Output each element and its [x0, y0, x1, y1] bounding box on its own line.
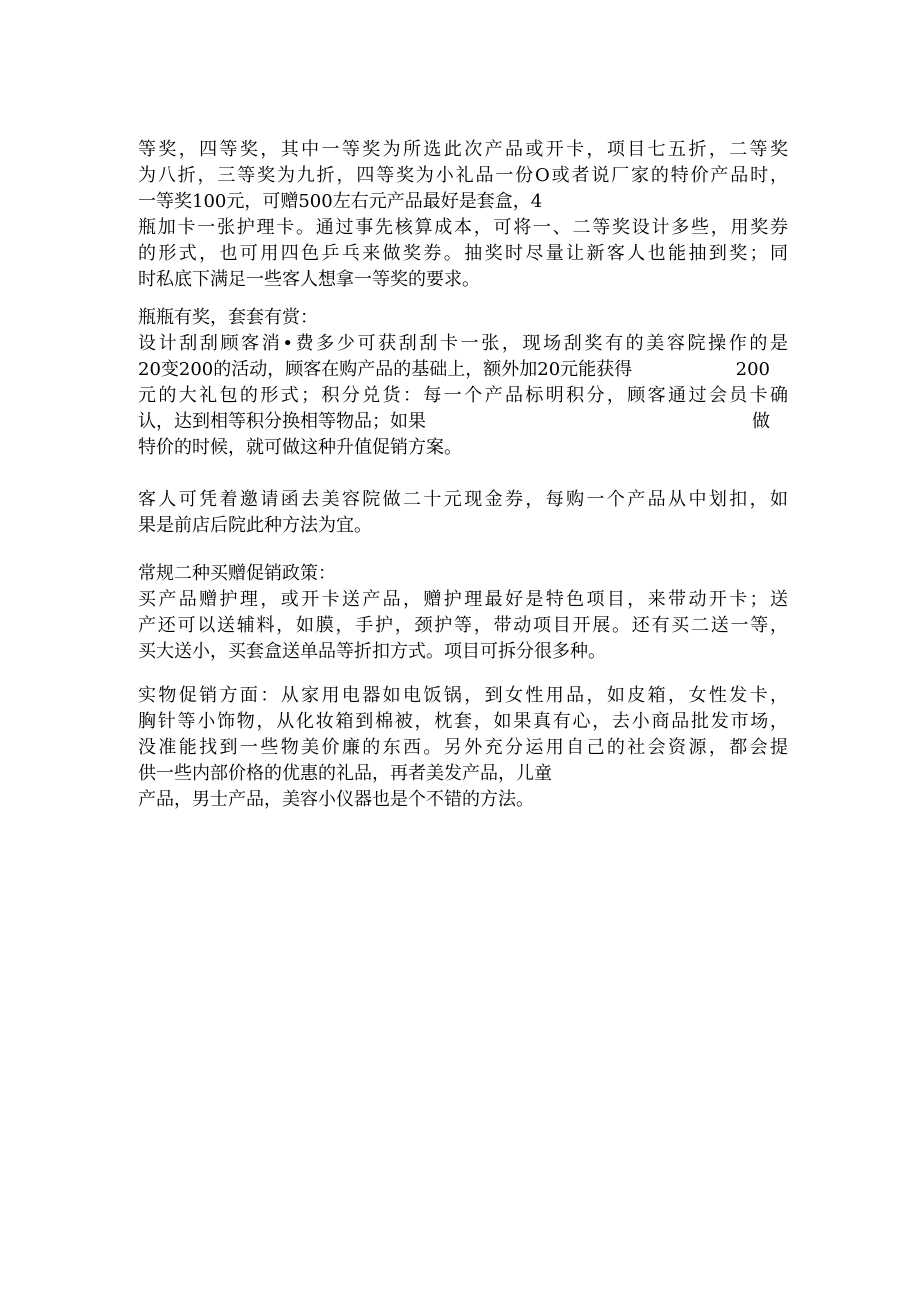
- text-line-right: 做: [752, 411, 770, 432]
- text-line: 买大送小，买套盒送单品等折扣方式。项目可拆分很多种。: [138, 641, 606, 662]
- section-heading: 瓶瓶有奖，套套有赏：: [138, 307, 318, 328]
- paragraph-prize-tiers: [138, 137, 788, 293]
- text-line: 没准能找到一些物美价廉的东西。另外充分运用自己的社会资源，都会提: [138, 737, 788, 758]
- text-line: 时私底下满足一些客人想拿一等奖的要求。: [138, 269, 480, 290]
- text-line-left: 20变200的活动，顾客在购产品的基础上，额外加20元能获得: [138, 359, 633, 380]
- text-line: 买产品赠护理，或开卡送产品，赠护理最好是特色项目，来带动开卡；送: [138, 589, 788, 610]
- text-line: 瓶加卡一张护理卡。通过事先核算成本，可将一、二等奖设计多些，用奖券: [138, 217, 788, 238]
- text-line: 为八折，三等奖为九折，四等奖为小礼品一份O或者说厂家的特价产品时，: [138, 165, 788, 186]
- paragraph-invitation-voucher: [138, 487, 788, 539]
- paragraph-bottle-prizes: [138, 305, 788, 461]
- text-line-left: 认，达到相等积分换相等物品；如果: [138, 411, 426, 432]
- text-line: 产品，男士产品，美容小仪器也是个不错的方法。: [138, 789, 534, 810]
- text-line: 一等奖100元，可赠500左右元产品最好是套盒，4: [138, 191, 543, 212]
- text-line-right: 200: [735, 359, 770, 380]
- text-line: [138, 357, 788, 383]
- text-line: [138, 409, 788, 435]
- text-line: 胸针等小饰物，从化妆箱到棉被，枕套，如果真有心，去小商品批发市场，: [138, 711, 788, 732]
- text-line: 客人可凭着邀请函去美容院做二十元现金券，每购一个产品从中划扣，如: [138, 489, 788, 510]
- text-line: 产还可以送辅料，如膜，手护，颈护等，带动项目开展。还有买二送一等，: [138, 615, 788, 636]
- text-line: 实物促销方面：从家用电器如电饭锅，到女性用品，如皮箱，女性发卡，: [138, 685, 788, 706]
- paragraph-buy-gift-policy: [138, 561, 788, 665]
- text-line: 设计刮刮顾客消•费多少可获刮刮卡一张，现场刮奖有的美容院操作的是: [138, 333, 788, 354]
- text-line: 果是前店后院此种方法为宜。: [138, 515, 372, 536]
- text-line: 特价的时候，就可做这种升值促销方案。: [138, 437, 462, 458]
- paragraph-physical-promotion: [138, 683, 788, 813]
- section-heading: 常规二种买赠促销政策：: [138, 563, 336, 584]
- text-line: 供一些内部价格的优惠的礼品，再者美发产品，儿童: [138, 763, 552, 784]
- text-line: 等奖，四等奖，其中一等奖为所选此次产品或开卡，项目七五折，二等奖: [138, 139, 788, 160]
- text-line: 元的大礼包的形式；积分兑货：每一个产品标明积分，顾客通过会员卡确: [138, 385, 788, 406]
- text-line: 的形式，也可用四色乒乓来做奖券。抽奖时尽量让新客人也能抽到奖；同: [138, 243, 788, 264]
